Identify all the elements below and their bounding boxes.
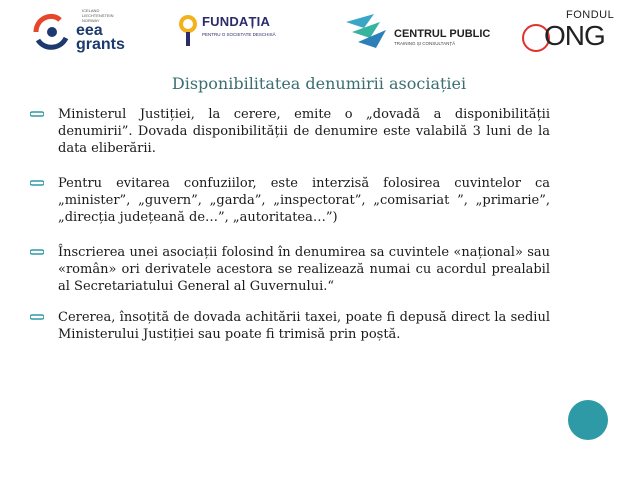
eea-grants-logo — [30, 6, 140, 56]
list-item — [30, 309, 550, 343]
eea-country-1: ICELAND — [82, 8, 100, 13]
ong-word: ONG — [544, 20, 605, 51]
bullet-list — [30, 106, 550, 361]
eea-country-2: LIECHTENSTEIN — [82, 13, 114, 18]
bullet-marker-icon — [30, 180, 44, 186]
eea-swirl-icon — [30, 8, 74, 54]
bullet-marker-icon — [30, 314, 44, 320]
bullet-marker-icon — [30, 111, 44, 117]
list-item — [30, 106, 550, 157]
grants-word: grants — [76, 36, 125, 53]
eea-country-3: NORWAY — [82, 18, 100, 23]
decorative-circle — [568, 400, 608, 440]
bullet-marker-icon — [30, 249, 44, 255]
fondul-ong-logo — [520, 4, 620, 60]
centrul-public-logo — [344, 8, 494, 56]
bullet-text: Ministerul Justiției, la cerere, emite o „dovadă a disponibilității denumirii”. Dovada disponibilității de denumire este valabilă 3 luni de la data eliberării. — [58, 107, 550, 156]
centrul-public-name: CENTRUL PUBLIC — [394, 28, 491, 40]
list-item — [30, 244, 550, 295]
slide-title: Disponibilitatea denumirii asociației — [171, 74, 467, 93]
bullet-text: Cererea, însoțită de dovada achitării taxei, poate fi depusă direct la sediul Ministerului Justiției sau poate fi trimisă prin poștă. — [58, 310, 550, 342]
bullet-text: Înscrierea unei asociații folosind în denumirea sa cuvintele «național» sau «român» ori derivatele acestora se realizează numai cu acordul prealabil al Secretariatului General al Guvernului.“ — [58, 245, 550, 294]
fundatia-logo — [176, 8, 316, 56]
fundatia-name: FUNDAȚIA — [202, 14, 271, 29]
fondul-word: FONDUL — [566, 9, 615, 21]
logo-bar — [0, 0, 638, 62]
eea-word: eea — [76, 22, 103, 39]
fundatia-subtitle: PENTRU O SOCIETATE DESCHISĂ — [202, 32, 276, 37]
list-item — [30, 175, 550, 226]
sun-icon — [176, 10, 200, 50]
bird-icon — [344, 8, 392, 52]
bullet-text: Pentru evitarea confuziilor, este interzisă folosirea cuvintelor ca „minister”, „guvern”, „garda”, „inspectorat”, „comisariat ”, „primarie”, „direcția județeană de…”, „autoritatea…”) — [58, 176, 550, 225]
centrul-public-subtitle: TRAINING ȘI CONSULTANȚĂ — [394, 41, 456, 46]
